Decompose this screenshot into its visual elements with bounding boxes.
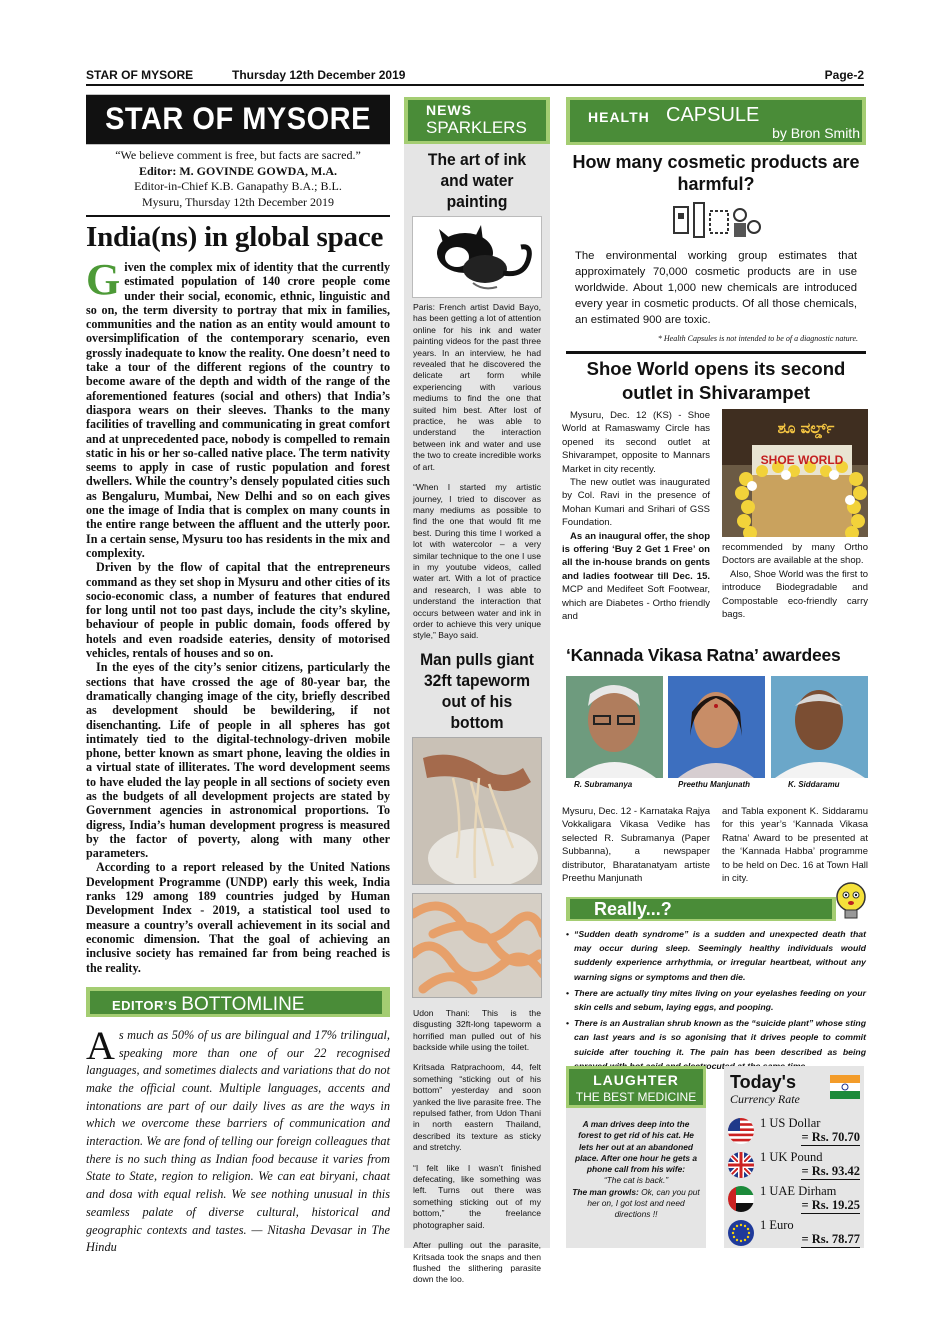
- health-label: HEALTH: [588, 109, 650, 125]
- best-medicine-label: THE BEST MEDICINE: [575, 1090, 697, 1104]
- rate-row: [724, 1184, 864, 1218]
- tapeworm-photo-hand: [412, 737, 542, 885]
- awardee-photo: [668, 676, 765, 778]
- rate-row: [724, 1150, 864, 1184]
- editorial-headline: India(ns) in global space: [86, 221, 384, 253]
- awardee-photo: [771, 676, 868, 778]
- kvr-headline: ‘Kannada Vikasa Ratna’ awardees: [566, 645, 841, 665]
- currency-value: = Rs. 93.42: [801, 1164, 860, 1178]
- fact-item: • “Sudden death syndrome” is a sudden and unexpected death that may occur during sleep. Seemingly healthy individuals would suddenly experience arrhythmia, or irregular heartbeat, without any warning signs or symptoms and then die.: [574, 927, 866, 984]
- dropcap: G: [86, 255, 121, 304]
- us-flag-icon: [728, 1118, 754, 1144]
- story-body: [404, 302, 550, 642]
- story-paragraph: Kritsada Ratprachoom, 44, felt something “sticking out of his bottom” yesterday and soon yanked the live parasite free. The repulsed father, from Udon Thani in north eastern Thailand, described its texture as sticky and stretchy.: [413, 1062, 541, 1153]
- story-paragraph: After pulling out the parasite, Kritsada took the snaps and then flushed the slithering parasite down the loo.: [413, 1240, 541, 1285]
- shoe-world-text-left: [562, 409, 710, 624]
- laughter-box: [566, 1066, 706, 1248]
- right-column: [562, 97, 868, 1075]
- store-sign-kannada: ಶೂ ವರ್ಲ್ಡ್: [777, 419, 835, 437]
- bottomline-label-big: BOTTOMLINE: [181, 993, 305, 1015]
- shoe-world-article: [562, 409, 868, 641]
- really-banner: [566, 895, 866, 925]
- editor-in-chief-line: Editor-in-Chief K.B. Ganapathy B.A.; B.L.: [134, 179, 342, 193]
- fact-item: • There are actually tiny mites living on your eyelashes feeding on your skin cells and sebum, laying eggs, and pooping.: [574, 986, 866, 1014]
- offer-text: As an inaugural offer, the shop is offering ‘Buy 2 Get 1 Free’ on all the in-house brands on gents and ladies footwear till Dec. 15.: [562, 530, 710, 582]
- rates-title: Today's: [730, 1072, 796, 1092]
- editorial-column: [86, 97, 390, 1257]
- awardee-photo: [566, 676, 663, 778]
- editorial-body: [86, 255, 390, 975]
- awardee-caption: R. Subramanya: [574, 780, 633, 789]
- sparklers-label-2: SPARKLERS: [426, 118, 527, 137]
- divider: [566, 351, 866, 354]
- kvr-text-right: and Tabla exponent K. Siddaramu for this year’s ‘Kannada Vikasa Ratna’ Award to be presented at the ‘Kannada Habba’ programme to be held on Dec. 16 at Town Hall in city.: [722, 806, 868, 885]
- currency-name: 1 Euro: [760, 1218, 794, 1232]
- article-paragraph: The new outlet was inaugurated by Col. Ravi in the presence of Mohan Kumari and Srihari of GSS Foundation.: [562, 477, 710, 529]
- shoe-world-text-right: [722, 541, 868, 621]
- currency-value: = Rs. 19.25: [801, 1198, 860, 1212]
- awardee-caption: K. Siddaramu: [788, 780, 840, 789]
- story-paragraph: “When I started my artistic journey, I tried to discover as many mediums as possible to find the one that would fit me best. During this time I worked a lot with watercolor – a very similar technique to the one I use in my youtube videos, called water art. With a lot of practice and research, I was able to understand the interaction that occurs between water and ink in order to achieve this very unique style,” Bayo said.: [413, 482, 541, 641]
- editor-line: Editor: M. GOVINDE GOWDA, M.A.: [139, 163, 337, 178]
- editorial-paragraph: According to a report released by the United Nations Development Programme (UNDP) early this week, India ranks 129 among 189 countries judged by Human Development Index - 2019, a statistical tool used to measure a country’s overall achievement in its social and economic dimension. That the goal of achieving an inclusive society has remained far from being reached is the reality.: [86, 860, 390, 975]
- shoe-world-store-photo: [722, 409, 868, 537]
- joke-line: A man drives deep into the forest to get rid of his cat. He lets her out at an abandoned place. After one hour he gets a phone call from his wife:: [574, 1119, 698, 1175]
- motto: “We believe comment is free, but facts are sacred.”: [115, 148, 361, 162]
- kvr-photos: [566, 676, 866, 793]
- joke-line: “The cat is back.”: [603, 1175, 669, 1186]
- uae-flag-icon: [728, 1186, 754, 1212]
- really-label: Really...?: [570, 899, 832, 919]
- masthead-logo: STAR OF MYSORE: [86, 95, 390, 145]
- divider: [86, 215, 390, 217]
- currency-rates-box: [724, 1066, 864, 1248]
- story-paragraph: “I felt like I wasn’t finished defecating, like something was left. Turns out there was something sticking out of my bottom,” the freelance photographer said.: [413, 1162, 541, 1230]
- issue-date: Thursday 12th December 2019: [232, 68, 406, 82]
- store-sign: SHOE WORLD: [760, 453, 844, 467]
- bottomline-text: [86, 1022, 390, 1257]
- bottomline-body: s much as 50% of us are bilingual and 17% trilingual, speaking more than one of our 22 recognised languages, and sometimes dialects and variations that do not make the official count. Multiple languages, accents and intonations are part of our daily lives as are the ways in which we overcome these barriers of communication and interaction. We are fond of telling our foreign colleagues that there is no such thing as Indian food because it varies from State to State, region to religion. We can eat biryani, chaat and dosa with equal relish. We see nothing unusual in this seamless palate of diverse cultural, historical and geographic contexts and tastes. —: [86, 1027, 390, 1237]
- sparklers-label-1: NEWS: [426, 102, 472, 118]
- capsule-label: CAPSULE: [666, 104, 760, 126]
- page-header: [86, 66, 864, 86]
- sparklers-banner: [404, 97, 550, 144]
- really-facts: [566, 927, 866, 1073]
- tapeworm-photo-closeup: [412, 893, 542, 998]
- rate-row: [724, 1116, 864, 1150]
- uk-flag-icon: [728, 1152, 754, 1178]
- article-paragraph: recommended by many Ortho Doctors are available at the shop.: [722, 542, 868, 567]
- bottomline-credit: Nitasha Devasar in The Hindu: [86, 1222, 390, 1255]
- article-paragraph: Mysuru, Dec. 12 (KS) - Shoe World at Ramaswamy Circle has opened its second outlet at Shivarampet, opposite to Mannars Market in city recently.: [562, 410, 710, 475]
- joke-line: The man growls:: [572, 1186, 639, 1197]
- editorial-paragraph: Driven by the flow of capital that the entrepreneurs command as they set shop in Mysuru and other cities of its socio-economic class, a number of features that endured for long until not too past days, include the city’s skyline, behaviour of people in public domain, foods offered by hotels and even roadside eateries, density of motorised vehicles, rentals of houses and so on.: [86, 560, 390, 661]
- currency-value: = Rs. 70.70: [801, 1130, 860, 1144]
- currency-name: 1 UAE Dirham: [760, 1184, 837, 1198]
- story-paragraph: Udon Thani: This is the disgusting 32ft-long tapeworm a horrified man pulled out of his backside while using the toilet.: [413, 1007, 541, 1052]
- cosmetics-icon: [670, 201, 762, 241]
- article-paragraph: Also, Shoe World was the first to introduce Biodegradable and Compostable eco-friendly carry bags.: [722, 568, 868, 621]
- currency-value: = Rs. 78.77: [801, 1232, 860, 1246]
- bottomline-label-small: EDITOR’S: [112, 997, 178, 1013]
- awardee-caption: Preethu Manjunath: [678, 780, 751, 789]
- health-body: The environmental working group estimates that approximately 70,000 cosmetic products are in use worldwide. About 1,000 new chemicals are introduced every year in cosmetic products. Of all those chemicals, an estimated 900 are toxic.: [575, 250, 857, 326]
- laughter-label: LAUGHTER: [593, 1072, 679, 1088]
- article-paragraph: MCP and Medifeet Soft Footwear, which are Diabetes - Ortho friendly and: [562, 584, 710, 623]
- dateline: Mysuru, Thursday 12th December 2019: [141, 194, 335, 209]
- bottomline-banner: [86, 987, 390, 1017]
- lightbulb-icon: [832, 879, 870, 925]
- health-headline: How many cosmetic products are harmful?: [572, 152, 860, 194]
- masthead-info: [86, 148, 390, 210]
- publication-name: STAR OF MYSORE: [86, 68, 194, 82]
- currency-name: 1 US Dollar: [760, 1116, 821, 1130]
- kvr-article: [562, 805, 868, 891]
- joke-text: [566, 1108, 706, 1221]
- kvr-text-left: Mysuru, Dec. 12 - Karnataka Rajya Vokkaligara Vikasa Vedike has selected R. Subramanya (Paper Subbanna), a newspaper distributor, Bharatanatyam artiste Preethu Manjunath: [562, 806, 710, 885]
- story-headline: Man pulls giant 32ft tapeworm out of his bottom: [420, 649, 534, 732]
- story-paragraph: Paris: French artist David Bayo, has been getting a lot of attention online for his ink and water painting videos for the past three years. In an interview, he had revealed that he discovered the delicate art form while experiencing with various mediums to find the one that suited him best. After lost of practice, he was able to understand the interaction between ink and water and use the two to create incredible works of art.: [413, 302, 541, 472]
- story-headline: The art of ink and water painting: [427, 150, 527, 211]
- rates-subtitle: Currency Rate: [730, 1092, 800, 1106]
- cat-painting-image: [412, 216, 542, 298]
- joke-line: Ok, can you put her on, I got lost and need directions !!: [587, 1186, 700, 1220]
- health-capsule-banner: [566, 97, 866, 145]
- editorial-paragraph: In the eyes of the city’s senior citizens, particularly the sections that have crossed the age of 80-year bar, the dramatically changing image of the city, briefly described as development should be bewildering, if not disenchanting. Life of people in all spheres has got intimately tied to the digital-technology-driven mobile phone, better known as smart phone, leaving the oldies in a virtual state of illiterates. The word development seems to have eluded the lay people in all sections of society even as the budgets of all development projects are stated by Government agencies in astronomical proportions. To digress, India’s human development progress is measured by the factor of poverty, along with many other parameters.: [86, 660, 390, 861]
- news-sparklers-column: [404, 97, 550, 1285]
- shoe-world-headline: Shoe World opens its second outlet in Shivarampet: [586, 358, 846, 403]
- dropcap: A: [86, 1022, 115, 1068]
- page-number: Page-2: [824, 68, 864, 82]
- eu-flag-icon: [728, 1220, 754, 1246]
- laughter-banner: [566, 1066, 706, 1108]
- health-byline: by Bron Smith: [772, 125, 860, 141]
- currency-name: 1 UK Pound: [760, 1150, 823, 1164]
- india-flag-icon: [830, 1072, 860, 1102]
- editorial-paragraph: iven the complex mix of identity that the currently estimated population of 140 crore people come under their social, economic, ethnic, linguistic and so on, the term diversity to portray that mix in families, communities and the nation as an entity would amount to oversimplification of the contemporary scenario, even grossly inadequate to know the reality. One doesn’t need to take a tour of the different regions of the country to become aware of the depth and width of the range of the aforementioned features (social and others) that India’s diaspora wears on their sleeves. Thanks to the many facilities of travelling and communicating in great comfort and at unprecedented pace, nobody is compelled to remain static in his or her so-called native place. The term nativity seems to apply in case of rustic population and forest dwellers. While the country’s densely populated cities such as Bengaluru, Mumbai, New Delhi and so on each gives one the image of India that is complex on many counts in the entire range between the affluent and the utterly poor. In a certain sense, Mysuru too has residents in the mix and complexity.: [86, 260, 390, 560]
- health-note: * Health Capsules is not intended to be of a diagnostic nature.: [657, 334, 858, 343]
- rate-row: [724, 1218, 864, 1252]
- fact-item: • There is an Australian shrub known as the “suicide plant” whose sting can last years and is so agonising that it drives people to commit suicide after touching it. The pain has been described as being electrocuted: [574, 1016, 866, 1073]
- story-body: [404, 1008, 550, 1286]
